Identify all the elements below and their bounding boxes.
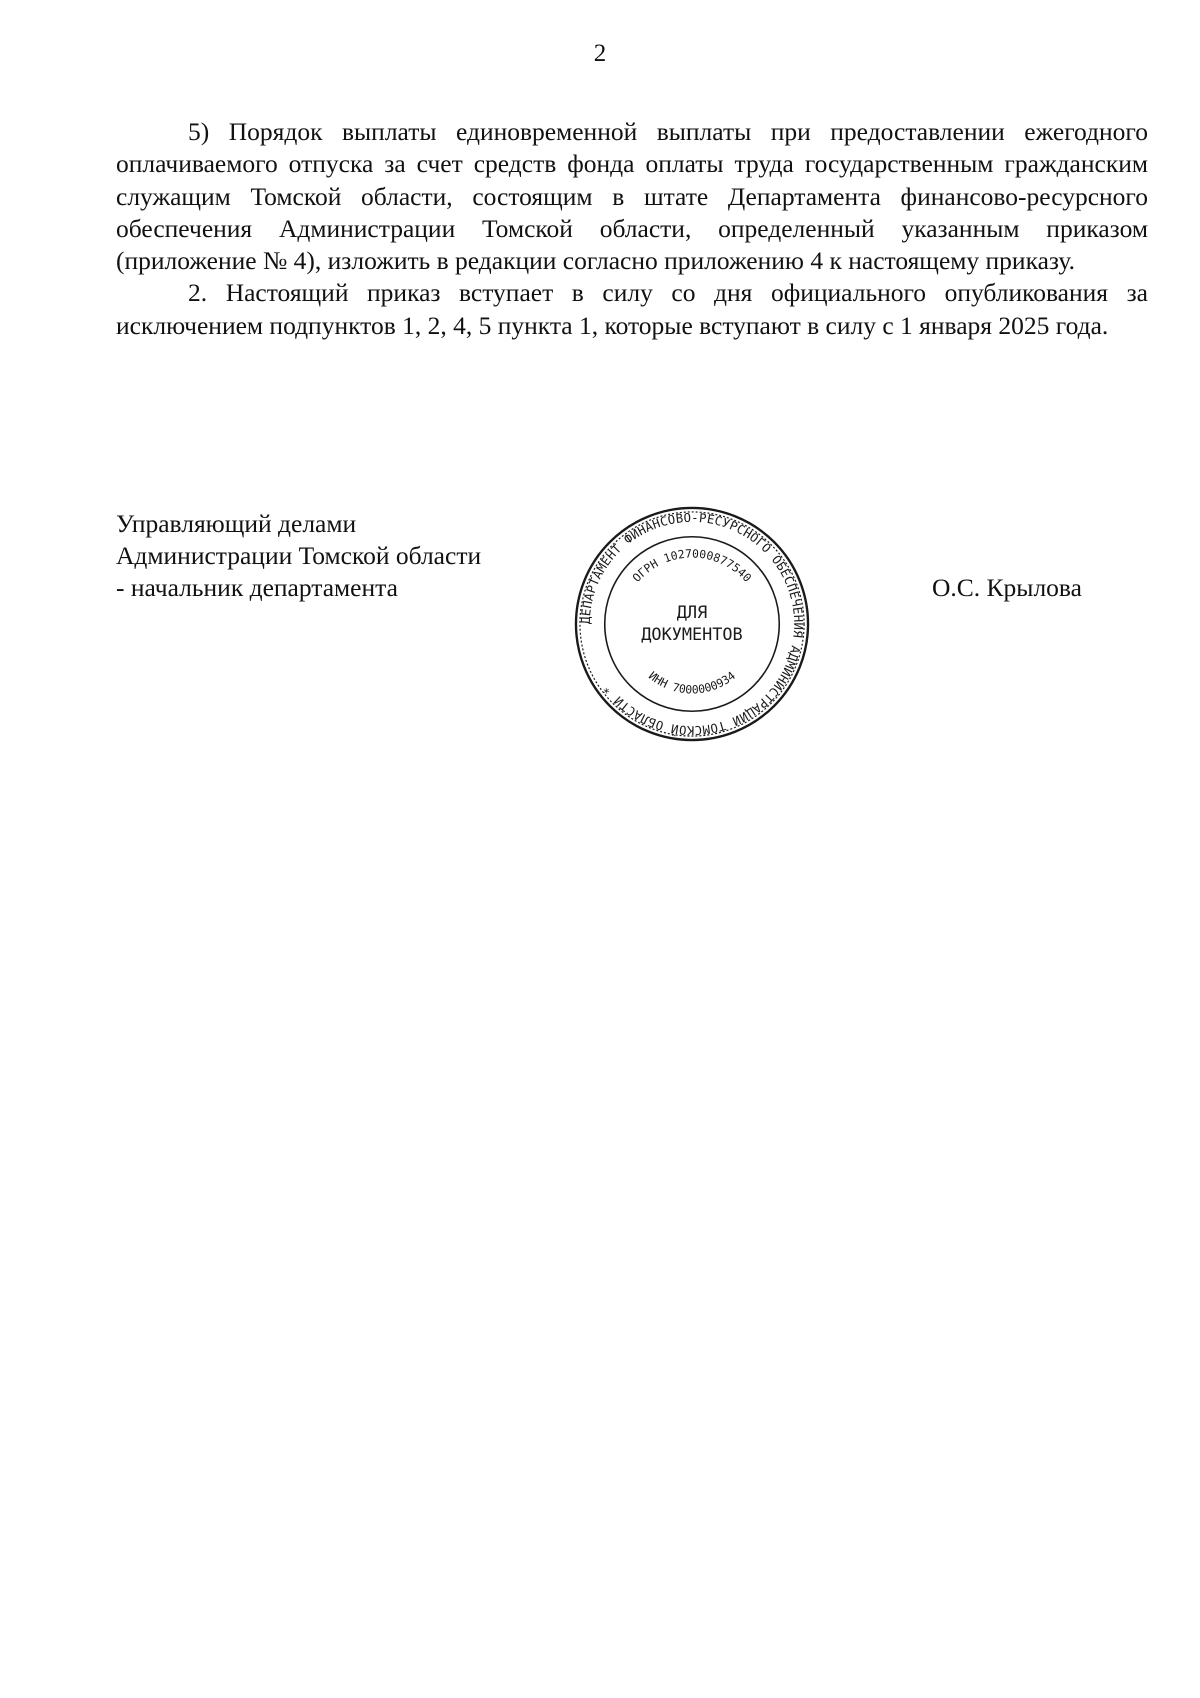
seal-outer-text: ДЕПАРТАМЕНТ ФИНАНСОВО-РЕСУРСНОГО ОБЕСПЕЧЕНИЯ АДМИНИСТРАЦИИ ТОМСКОЙ ОБЛАСТИ * bbox=[578, 510, 806, 738]
signatory-name: О.С. Крылова bbox=[932, 573, 1082, 602]
document-body bbox=[116, 116, 1148, 342]
seal-inn-text: ИНН 7000000934 bbox=[646, 668, 738, 697]
page-number: 2 bbox=[593, 40, 607, 67]
paragraph-item-2: 2. Настоящий приказ вступает в силу со дня официального опубликования за исключением подпунктов 1, 2, 4, 5 пункта 1, которые вступают в силу с 1 января 2025 года. bbox=[116, 278, 1148, 340]
signatory-position bbox=[116, 508, 556, 604]
seal-ogrn-text: ОГРН 1027000877540 bbox=[629, 546, 755, 585]
signatory-position-line: Администрации Томской области bbox=[116, 541, 482, 570]
svg-text:ИНН 7000000934 bbox=[646, 668, 738, 696]
signatory-position-line: - начальник департамента bbox=[116, 573, 398, 602]
paragraph-subitem-5: 5) Порядок выплаты единовременной выплаты при предоставлении ежегодного оплачиваемого отпуска за счет средств фонда оплаты труда государственным гражданским служащим Томской области, состоящим в штате Департамента финансово-ресурсного обеспечения Администрации Томской области, определенный указанным приказом (приложение № 4), изложить в редакции согласно приложению 4 к настоящему приказу. bbox=[116, 117, 1148, 276]
signatory-position-line: Управляющий делами bbox=[116, 509, 357, 538]
official-seal bbox=[573, 505, 811, 743]
seal-center-line: ДОКУМЕНТОВ bbox=[641, 623, 743, 644]
svg-text:ОГРН 1027000877540 bbox=[630, 546, 755, 584]
seal-center-line: ДЛЯ bbox=[676, 602, 708, 623]
